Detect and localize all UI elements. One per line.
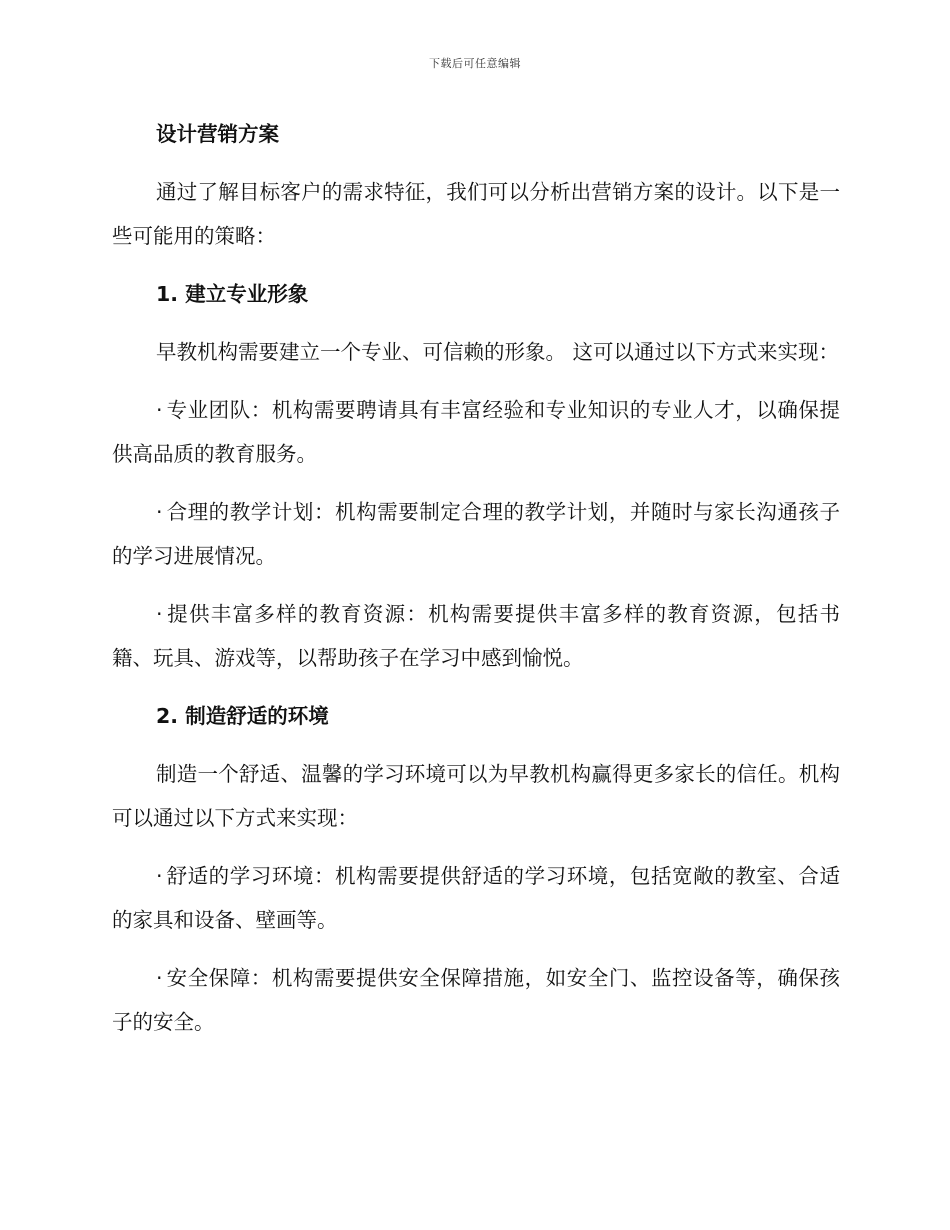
document-body — [112, 112, 840, 1058]
section-1-bullet-1 — [112, 388, 840, 476]
section-heading-1: 1. 建立专业形象 — [156, 282, 309, 306]
section-2-bullet-2 — [112, 956, 840, 1044]
section-1-intro: 早教机构需要建立一个专业、可信赖的形象。 这可以通过以下方式来实现： — [156, 340, 840, 364]
bullet-dot-icon: · — [156, 500, 163, 524]
bullet-dot-icon: · — [156, 398, 163, 422]
bullet-dot-icon: · — [156, 864, 163, 888]
section-1-bullet-3 — [112, 592, 840, 680]
bullet-text: 舒适的学习环境：机构需要提供舒适的学习环境，包括宽敞的教室、合适的家具和设备、壁画等。 — [112, 864, 840, 932]
bullet-text: 合理的教学计划：机构需要制定合理的教学计划，并随时与家长沟通孩子的学习进展情况。 — [112, 500, 840, 568]
bullet-dot-icon: · — [156, 966, 163, 990]
section-1-bullet-2 — [112, 490, 840, 578]
document-title: 设计营销方案 — [156, 122, 279, 146]
intro-paragraph: 通过了解目标客户的需求特征，我们可以分析出营销方案的设计。以下是一些可能用的策略： — [112, 180, 840, 248]
bullet-text: 安全保障：机构需要提供安全保障措施，如安全门、监控设备等，确保孩子的安全。 — [112, 966, 840, 1034]
bullet-dot-icon: · — [156, 602, 163, 626]
section-2-intro: 制造一个舒适、温馨的学习环境可以为早教机构赢得更多家长的信任。机构可以通过以下方式来实现： — [112, 762, 840, 830]
section-heading-2: 2. 制造舒适的环境 — [156, 704, 329, 728]
bullet-text: 提供丰富多样的教育资源：机构需要提供丰富多样的教育资源，包括书籍、玩具、游戏等，以帮助孩子在学习中感到愉悦。 — [112, 602, 840, 670]
bullet-text: 专业团队：机构需要聘请具有丰富经验和专业知识的专业人才，以确保提供高品质的教育服务。 — [112, 398, 840, 466]
section-2-bullet-1 — [112, 854, 840, 942]
page-header-note: 下载后可任意编辑 — [429, 57, 521, 70]
